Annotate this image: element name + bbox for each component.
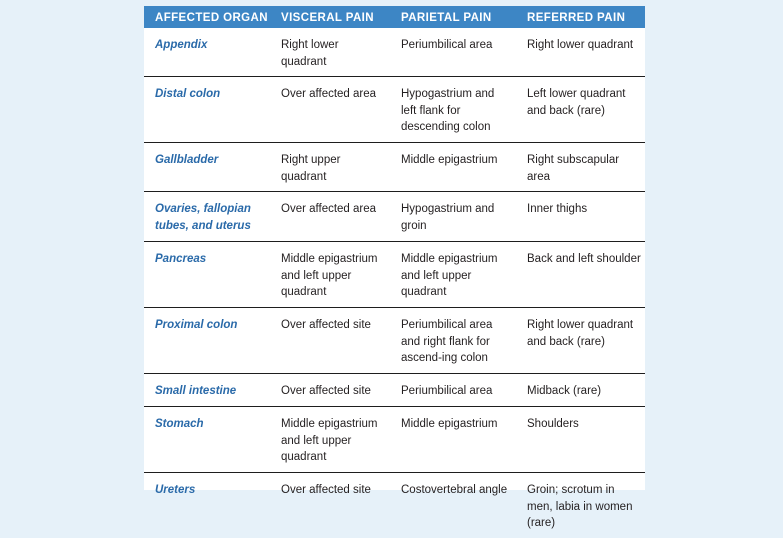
parietal-cell: Hypogastrium and left flank for descending colon [390,77,516,143]
organ-cell: Small intestine [144,374,270,407]
referred-cell: Midback (rare) [516,374,645,407]
table-row [144,308,645,374]
parietal-cell: Costovertebral angle [401,484,508,496]
table-row [144,28,645,77]
referred-cell: Right subscapular area [516,143,645,192]
visceral-cell: Over affected area [270,192,390,242]
table-header-row [144,6,645,28]
referred-cell: Inner thighs [516,192,645,242]
table-row [144,242,645,308]
header-affected-organ: AFFECTED ORGAN [155,12,268,24]
visceral-cell: Over affected site [270,374,390,407]
visceral-cell: Right lower quadrant [270,28,390,77]
organ-cell: Proximal colon [144,308,270,374]
header-parietal-pain: PARIETAL PAIN [401,12,492,24]
visceral-cell: Over affected site [270,308,390,374]
visceral-cell: Middle epigastrium and left upper quadrant [270,407,390,473]
table-row [144,77,645,143]
header-visceral-pain: VISCERAL PAIN [281,12,374,24]
header-referred-pain: REFERRED PAIN [527,12,626,24]
table-row [144,473,645,538]
organ-cell: Stomach [144,407,270,473]
referred-cell: Right lower quadrant and back (rare) [516,308,645,374]
visceral-cell: Middle epigastrium and left upper quadrant [270,242,390,308]
pain-table-card [144,6,645,529]
parietal-cell: Middle epigastrium and left upper quadrant [390,242,516,308]
organ-cell: Distal colon [144,77,270,143]
referred-cell: Back and left shoulder [516,242,645,308]
referred-cell: Left lower quadrant and back (rare) [516,77,645,143]
table-row [144,374,645,407]
organ-cell: Gallbladder [144,143,270,192]
parietal-cell: Periumbilical area [390,374,516,407]
visceral-cell: Right upper quadrant [270,143,390,192]
organ-cell: Pancreas [144,242,270,308]
parietal-cell: Hypogastrium and groin [390,192,516,242]
parietal-cell: Periumbilical area and right flank for ascend-ing colon [390,308,516,374]
referred-cell: Shoulders [516,407,645,473]
table-row [144,407,645,473]
organ-cell: Appendix [144,28,270,77]
parietal-cell: Periumbilical area [390,28,516,77]
pain-table [144,6,645,538]
organ-cell: Ovaries, fallopian tubes, and uterus [144,192,270,242]
table-row [144,143,645,192]
referred-cell: Groin; scrotum in men, labia in women (rare) [527,484,633,529]
visceral-cell: Over affected site [281,484,371,496]
referred-cell: Right lower quadrant [516,28,645,77]
parietal-cell: Middle epigastrium [390,143,516,192]
table-row [144,192,645,242]
parietal-cell: Middle epigastrium [390,407,516,473]
organ-cell: Ureters [155,484,196,496]
visceral-cell: Over affected area [270,77,390,143]
